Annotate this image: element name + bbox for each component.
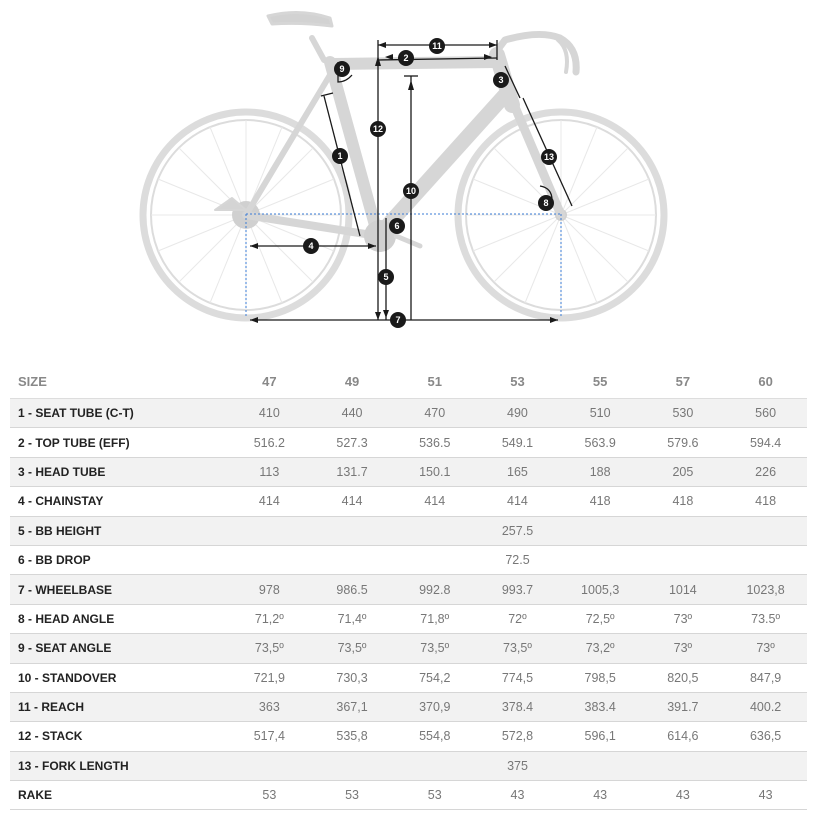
svg-text:13: 13 <box>543 152 555 162</box>
row-label: RAKE <box>10 781 228 810</box>
svg-text:7: 7 <box>395 315 401 325</box>
table-row <box>10 751 807 780</box>
badge-2 <box>398 50 414 66</box>
row-label: 2 - TOP TUBE (EFF) <box>10 428 228 457</box>
table-cell: 530 <box>642 399 725 428</box>
table-cell: 370,9 <box>393 692 476 721</box>
table-cell: 188 <box>559 457 642 486</box>
table-cell: 73,5º <box>393 634 476 663</box>
table-cell: 226 <box>724 457 807 486</box>
table-cell: 205 <box>642 457 725 486</box>
table-cell: 113 <box>228 457 311 486</box>
size-header-cell: 53 <box>476 364 559 399</box>
badge-3 <box>493 72 509 88</box>
table-cell: 560 <box>724 399 807 428</box>
svg-text:9: 9 <box>339 64 345 74</box>
svg-text:5: 5 <box>383 272 389 282</box>
row-label: 1 - SEAT TUBE (C-T) <box>10 399 228 428</box>
table-cell: 400.2 <box>724 692 807 721</box>
table-cell: 43 <box>724 781 807 810</box>
row-label: 5 - BB HEIGHT <box>10 516 228 545</box>
badge-11 <box>429 38 445 54</box>
table-cell: 43 <box>642 781 725 810</box>
table-cell: 563.9 <box>559 428 642 457</box>
svg-text:1: 1 <box>337 151 343 161</box>
size-header-row <box>10 364 807 399</box>
badge-6 <box>389 218 405 234</box>
badge-7 <box>390 312 406 328</box>
table-cell: 820,5 <box>642 663 725 692</box>
table-cell: 72º <box>476 604 559 633</box>
table-cell: 510 <box>559 399 642 428</box>
row-label: 6 - BB DROP <box>10 545 228 574</box>
table-row <box>10 545 807 574</box>
table-cell: 414 <box>311 487 394 516</box>
row-label: 9 - SEAT ANGLE <box>10 634 228 663</box>
svg-text:8: 8 <box>543 198 549 208</box>
table-cell: 993.7 <box>476 575 559 604</box>
table-cell: 72,5º <box>559 604 642 633</box>
badge-4 <box>303 238 319 254</box>
table-row <box>10 663 807 692</box>
table-row <box>10 487 807 516</box>
table-cell: 53 <box>228 781 311 810</box>
badge-1 <box>332 148 348 164</box>
table-cell: 730,3 <box>311 663 394 692</box>
table-cell: 721,9 <box>228 663 311 692</box>
svg-text:2: 2 <box>403 53 409 63</box>
badge-5 <box>378 269 394 285</box>
table-cell: 378.4 <box>476 692 559 721</box>
table-cell-all-sizes: 257.5 <box>228 516 807 545</box>
table-cell: 53 <box>311 781 394 810</box>
svg-text:12: 12 <box>372 124 384 134</box>
table-cell: 165 <box>476 457 559 486</box>
row-label: 8 - HEAD ANGLE <box>10 604 228 633</box>
table-cell: 614,6 <box>642 722 725 751</box>
size-header-cell: 47 <box>228 364 311 399</box>
table-cell: 383.4 <box>559 692 642 721</box>
table-cell: 391.7 <box>642 692 725 721</box>
table-cell: 418 <box>559 487 642 516</box>
table-row <box>10 575 807 604</box>
table-cell: 572,8 <box>476 722 559 751</box>
table-cell: 43 <box>476 781 559 810</box>
table-cell: 516.2 <box>228 428 311 457</box>
table-cell: 73,5º <box>311 634 394 663</box>
table-cell: 536.5 <box>393 428 476 457</box>
geometry-table <box>10 364 807 810</box>
badge-10 <box>403 183 419 199</box>
table-cell: 440 <box>311 399 394 428</box>
table-cell: 1005,3 <box>559 575 642 604</box>
table-cell: 636,5 <box>724 722 807 751</box>
table-cell: 986.5 <box>311 575 394 604</box>
table-row <box>10 516 807 545</box>
row-label: 3 - HEAD TUBE <box>10 457 228 486</box>
table-cell: 774,5 <box>476 663 559 692</box>
table-cell: 73,2º <box>559 634 642 663</box>
table-cell: 73º <box>642 634 725 663</box>
table-cell: 73º <box>642 604 725 633</box>
table-cell: 847,9 <box>724 663 807 692</box>
table-cell: 470 <box>393 399 476 428</box>
table-cell-all-sizes: 72.5 <box>228 545 807 574</box>
table-cell: 594.4 <box>724 428 807 457</box>
table-row <box>10 634 807 663</box>
bike-geometry-diagram <box>0 0 817 350</box>
table-row <box>10 457 807 486</box>
svg-text:4: 4 <box>308 241 314 251</box>
badge-13 <box>541 149 557 165</box>
row-label: 10 - STANDOVER <box>10 663 228 692</box>
row-label: 11 - REACH <box>10 692 228 721</box>
table-cell: 367,1 <box>311 692 394 721</box>
table-cell: 414 <box>393 487 476 516</box>
row-label: 12 - STACK <box>10 722 228 751</box>
table-cell: 53 <box>393 781 476 810</box>
bike-frame <box>215 12 576 252</box>
table-cell: 150.1 <box>393 457 476 486</box>
svg-text:3: 3 <box>498 75 504 85</box>
table-cell: 414 <box>476 487 559 516</box>
table-cell: 418 <box>724 487 807 516</box>
size-header-cell: 57 <box>642 364 725 399</box>
table-cell: 410 <box>228 399 311 428</box>
table-row <box>10 692 807 721</box>
table-row <box>10 781 807 810</box>
table-cell: 73,5º <box>476 634 559 663</box>
table-cell: 549.1 <box>476 428 559 457</box>
table-cell: 131.7 <box>311 457 394 486</box>
table-cell: 73.5º <box>724 604 807 633</box>
table-cell: 43 <box>559 781 642 810</box>
table-cell: 73,5º <box>228 634 311 663</box>
table-cell: 363 <box>228 692 311 721</box>
table-cell: 71,8º <box>393 604 476 633</box>
badge-12 <box>370 121 386 137</box>
size-header-cell: 60 <box>724 364 807 399</box>
table-cell: 1014 <box>642 575 725 604</box>
table-cell: 754,2 <box>393 663 476 692</box>
table-cell: 414 <box>228 487 311 516</box>
table-cell: 71,2º <box>228 604 311 633</box>
table-row <box>10 399 807 428</box>
geometry-table-body <box>10 399 807 810</box>
svg-text:11: 11 <box>432 41 442 51</box>
table-cell: 992.8 <box>393 575 476 604</box>
table-cell: 73º <box>724 634 807 663</box>
table-cell: 554,8 <box>393 722 476 751</box>
svg-text:6: 6 <box>394 221 400 231</box>
table-cell: 490 <box>476 399 559 428</box>
row-label: 13 - FORK LENGTH <box>10 751 228 780</box>
table-cell: 418 <box>642 487 725 516</box>
table-row <box>10 722 807 751</box>
table-cell: 1023,8 <box>724 575 807 604</box>
badge-8 <box>538 195 554 211</box>
table-cell: 579.6 <box>642 428 725 457</box>
table-row <box>10 428 807 457</box>
table-cell: 535,8 <box>311 722 394 751</box>
size-header-cell: 49 <box>311 364 394 399</box>
table-cell: 527.3 <box>311 428 394 457</box>
table-cell: 517,4 <box>228 722 311 751</box>
svg-text:10: 10 <box>405 186 417 196</box>
table-cell: 596,1 <box>559 722 642 751</box>
badge-9 <box>334 61 350 77</box>
table-row <box>10 604 807 633</box>
size-header-label: SIZE <box>10 364 228 399</box>
row-label: 7 - WHEELBASE <box>10 575 228 604</box>
table-cell: 71,4º <box>311 604 394 633</box>
row-label: 4 - CHAINSTAY <box>10 487 228 516</box>
table-cell-all-sizes: 375 <box>228 751 807 780</box>
size-header-cell: 51 <box>393 364 476 399</box>
table-cell: 798,5 <box>559 663 642 692</box>
table-cell: 978 <box>228 575 311 604</box>
size-header-cell: 55 <box>559 364 642 399</box>
